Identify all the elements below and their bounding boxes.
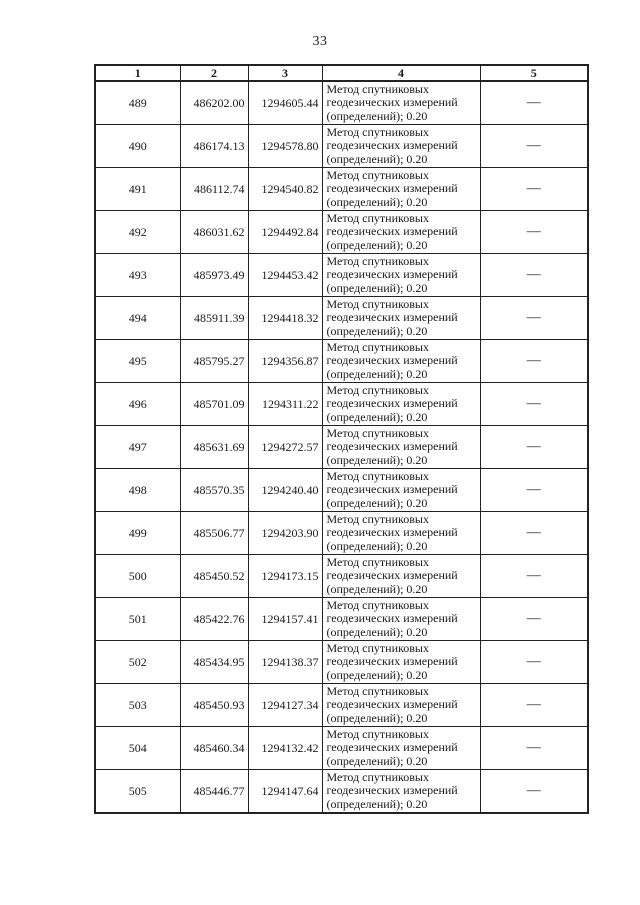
method-text-line: (определений); 0.20 (326, 495, 428, 510)
point-number-cell: 501 (95, 598, 180, 641)
method-text-line: (определений); 0.20 (326, 624, 428, 639)
page-number: 33 (312, 34, 328, 49)
x-coordinate-cell: 485795.27 (180, 340, 248, 383)
note-cell: — (480, 770, 588, 814)
note-cell: — (480, 168, 588, 211)
method-text-line: Метод спутниковых (326, 210, 429, 225)
point-number-cell: 498 (95, 469, 180, 512)
method-text-line: (определений); 0.20 (326, 409, 428, 424)
point-number-cell: 491 (95, 168, 180, 211)
method-text-line: Метод спутниковых (326, 81, 429, 96)
table-row (95, 598, 588, 641)
y-coordinate-cell: 1294138.37 (248, 641, 322, 684)
method-text-line: геодезических измерений (326, 181, 458, 196)
y-coordinate-cell: 1294605.44 (248, 81, 322, 125)
x-coordinate-cell: 486112.74 (180, 168, 248, 211)
method-text-line: Метод спутниковых (326, 382, 429, 397)
method-text-line: (определений); 0.20 (326, 710, 428, 725)
y-coordinate-cell: 1294127.34 (248, 684, 322, 727)
note-cell: — (480, 512, 588, 555)
method-text-line: геодезических измерений (326, 525, 458, 540)
x-coordinate-cell: 485973.49 (180, 254, 248, 297)
method-text-line: геодезических измерений (326, 568, 458, 583)
table-row (95, 512, 588, 555)
method-text-line: геодезических измерений (326, 740, 458, 755)
point-number-cell: 490 (95, 125, 180, 168)
x-coordinate-cell: 485460.34 (180, 727, 248, 770)
note-cell: — (480, 297, 588, 340)
method-text-line: (определений); 0.20 (326, 151, 428, 166)
method-text-line: Метод спутниковых (326, 554, 429, 569)
y-coordinate-cell: 1294453.42 (248, 254, 322, 297)
method-cell (322, 211, 480, 254)
column-header-5: 5 (480, 65, 588, 81)
method-text-line: геодезических измерений (326, 310, 458, 325)
x-coordinate-cell: 485446.77 (180, 770, 248, 814)
method-cell (322, 684, 480, 727)
note-cell: — (480, 211, 588, 254)
method-cell (322, 340, 480, 383)
method-cell (322, 512, 480, 555)
point-number-cell: 499 (95, 512, 180, 555)
method-text-line: геодезических измерений (326, 697, 458, 712)
note-cell: — (480, 426, 588, 469)
method-cell (322, 727, 480, 770)
x-coordinate-cell: 485631.69 (180, 426, 248, 469)
table-row (95, 211, 588, 254)
method-cell (322, 641, 480, 684)
x-coordinate-cell: 486202.00 (180, 81, 248, 125)
note-cell: — (480, 684, 588, 727)
method-text-line: Метод спутниковых (326, 597, 429, 612)
coordinates-table-wrapper (94, 64, 587, 814)
y-coordinate-cell: 1294540.82 (248, 168, 322, 211)
point-number-cell: 496 (95, 383, 180, 426)
y-coordinate-cell: 1294203.90 (248, 512, 322, 555)
table-row (95, 641, 588, 684)
point-number-cell: 493 (95, 254, 180, 297)
method-cell (322, 254, 480, 297)
point-number-cell: 505 (95, 770, 180, 814)
table-row (95, 469, 588, 512)
note-cell: — (480, 340, 588, 383)
x-coordinate-cell: 485911.39 (180, 297, 248, 340)
note-cell: — (480, 383, 588, 426)
note-cell: — (480, 81, 588, 125)
method-cell (322, 469, 480, 512)
method-text-line: Метод спутниковых (326, 683, 429, 698)
method-text-line: геодезических измерений (326, 224, 458, 239)
method-text-line: (определений); 0.20 (326, 237, 428, 252)
x-coordinate-cell: 485422.76 (180, 598, 248, 641)
x-coordinate-cell: 485701.09 (180, 383, 248, 426)
column-header-4: 4 (322, 65, 480, 81)
coordinates-table (94, 64, 589, 814)
column-header-1: 1 (95, 65, 180, 81)
method-cell (322, 125, 480, 168)
method-text-line: Метод спутниковых (326, 726, 429, 741)
method-text-line: Метод спутниковых (326, 296, 429, 311)
note-cell: — (480, 555, 588, 598)
header-row (95, 65, 588, 81)
y-coordinate-cell: 1294418.32 (248, 297, 322, 340)
method-cell (322, 383, 480, 426)
point-number-cell: 495 (95, 340, 180, 383)
method-cell (322, 168, 480, 211)
method-text-line: геодезических измерений (326, 439, 458, 454)
method-text-line: Метод спутниковых (326, 769, 429, 784)
method-text-line: (определений); 0.20 (326, 581, 428, 596)
method-text-line: Метод спутниковых (326, 511, 429, 526)
table-row (95, 684, 588, 727)
table-row (95, 168, 588, 211)
note-cell: — (480, 469, 588, 512)
y-coordinate-cell: 1294240.40 (248, 469, 322, 512)
method-text-line: (определений); 0.20 (326, 323, 428, 338)
method-text-line: (определений); 0.20 (326, 452, 428, 467)
method-text-line: геодезических измерений (326, 654, 458, 669)
x-coordinate-cell: 486031.62 (180, 211, 248, 254)
table-row (95, 297, 588, 340)
y-coordinate-cell: 1294492.84 (248, 211, 322, 254)
point-number-cell: 500 (95, 555, 180, 598)
point-number-cell: 497 (95, 426, 180, 469)
x-coordinate-cell: 485434.95 (180, 641, 248, 684)
method-text-line: геодезических измерений (326, 353, 458, 368)
y-coordinate-cell: 1294311.22 (248, 383, 322, 426)
method-text-line: (определений); 0.20 (326, 194, 428, 209)
note-cell: — (480, 598, 588, 641)
method-cell (322, 770, 480, 814)
method-text-line: геодезических измерений (326, 396, 458, 411)
x-coordinate-cell: 485570.35 (180, 469, 248, 512)
method-text-line: Метод спутниковых (326, 253, 429, 268)
y-coordinate-cell: 1294157.41 (248, 598, 322, 641)
note-cell: — (480, 641, 588, 684)
method-text-line: геодезических измерений (326, 267, 458, 282)
method-text-line: Метод спутниковых (326, 425, 429, 440)
y-coordinate-cell: 1294132.42 (248, 727, 322, 770)
method-cell (322, 426, 480, 469)
table-row (95, 770, 588, 814)
note-cell: — (480, 125, 588, 168)
method-text-line: Метод спутниковых (326, 468, 429, 483)
y-coordinate-cell: 1294356.87 (248, 340, 322, 383)
method-cell (322, 297, 480, 340)
method-text-line: (определений); 0.20 (326, 366, 428, 381)
y-coordinate-cell: 1294147.64 (248, 770, 322, 814)
point-number-cell: 503 (95, 684, 180, 727)
method-text-line: Метод спутниковых (326, 339, 429, 354)
method-text-line: (определений); 0.20 (326, 753, 428, 768)
method-text-line: геодезических измерений (326, 611, 458, 626)
column-header-3: 3 (248, 65, 322, 81)
table-row (95, 383, 588, 426)
method-text-line: Метод спутниковых (326, 640, 429, 655)
method-text-line: (определений); 0.20 (326, 796, 428, 811)
method-text-line: геодезических измерений (326, 95, 458, 110)
method-text-line: (определений); 0.20 (326, 108, 428, 123)
y-coordinate-cell: 1294173.15 (248, 555, 322, 598)
y-coordinate-cell: 1294272.57 (248, 426, 322, 469)
method-text-line: Метод спутниковых (326, 124, 429, 139)
table-row (95, 340, 588, 383)
point-number-cell: 502 (95, 641, 180, 684)
method-text-line: Метод спутниковых (326, 167, 429, 182)
point-number-cell: 492 (95, 211, 180, 254)
x-coordinate-cell: 485450.93 (180, 684, 248, 727)
table-row (95, 727, 588, 770)
method-cell (322, 598, 480, 641)
table-row (95, 125, 588, 168)
method-text-line: (определений); 0.20 (326, 667, 428, 682)
method-cell (322, 81, 480, 125)
x-coordinate-cell: 485450.52 (180, 555, 248, 598)
y-coordinate-cell: 1294578.80 (248, 125, 322, 168)
method-text-line: геодезических измерений (326, 482, 458, 497)
point-number-cell: 494 (95, 297, 180, 340)
note-cell: — (480, 254, 588, 297)
method-text-line: геодезических измерений (326, 783, 458, 798)
x-coordinate-cell: 486174.13 (180, 125, 248, 168)
table-row (95, 426, 588, 469)
table-row (95, 254, 588, 297)
table-row (95, 81, 588, 125)
table-body (95, 81, 588, 813)
method-text-line: геодезических измерений (326, 138, 458, 153)
method-cell (322, 555, 480, 598)
point-number-cell: 504 (95, 727, 180, 770)
x-coordinate-cell: 485506.77 (180, 512, 248, 555)
method-text-line: (определений); 0.20 (326, 538, 428, 553)
note-cell: — (480, 727, 588, 770)
column-header-2: 2 (180, 65, 248, 81)
method-text-line: (определений); 0.20 (326, 280, 428, 295)
point-number-cell: 489 (95, 81, 180, 125)
table-row (95, 555, 588, 598)
